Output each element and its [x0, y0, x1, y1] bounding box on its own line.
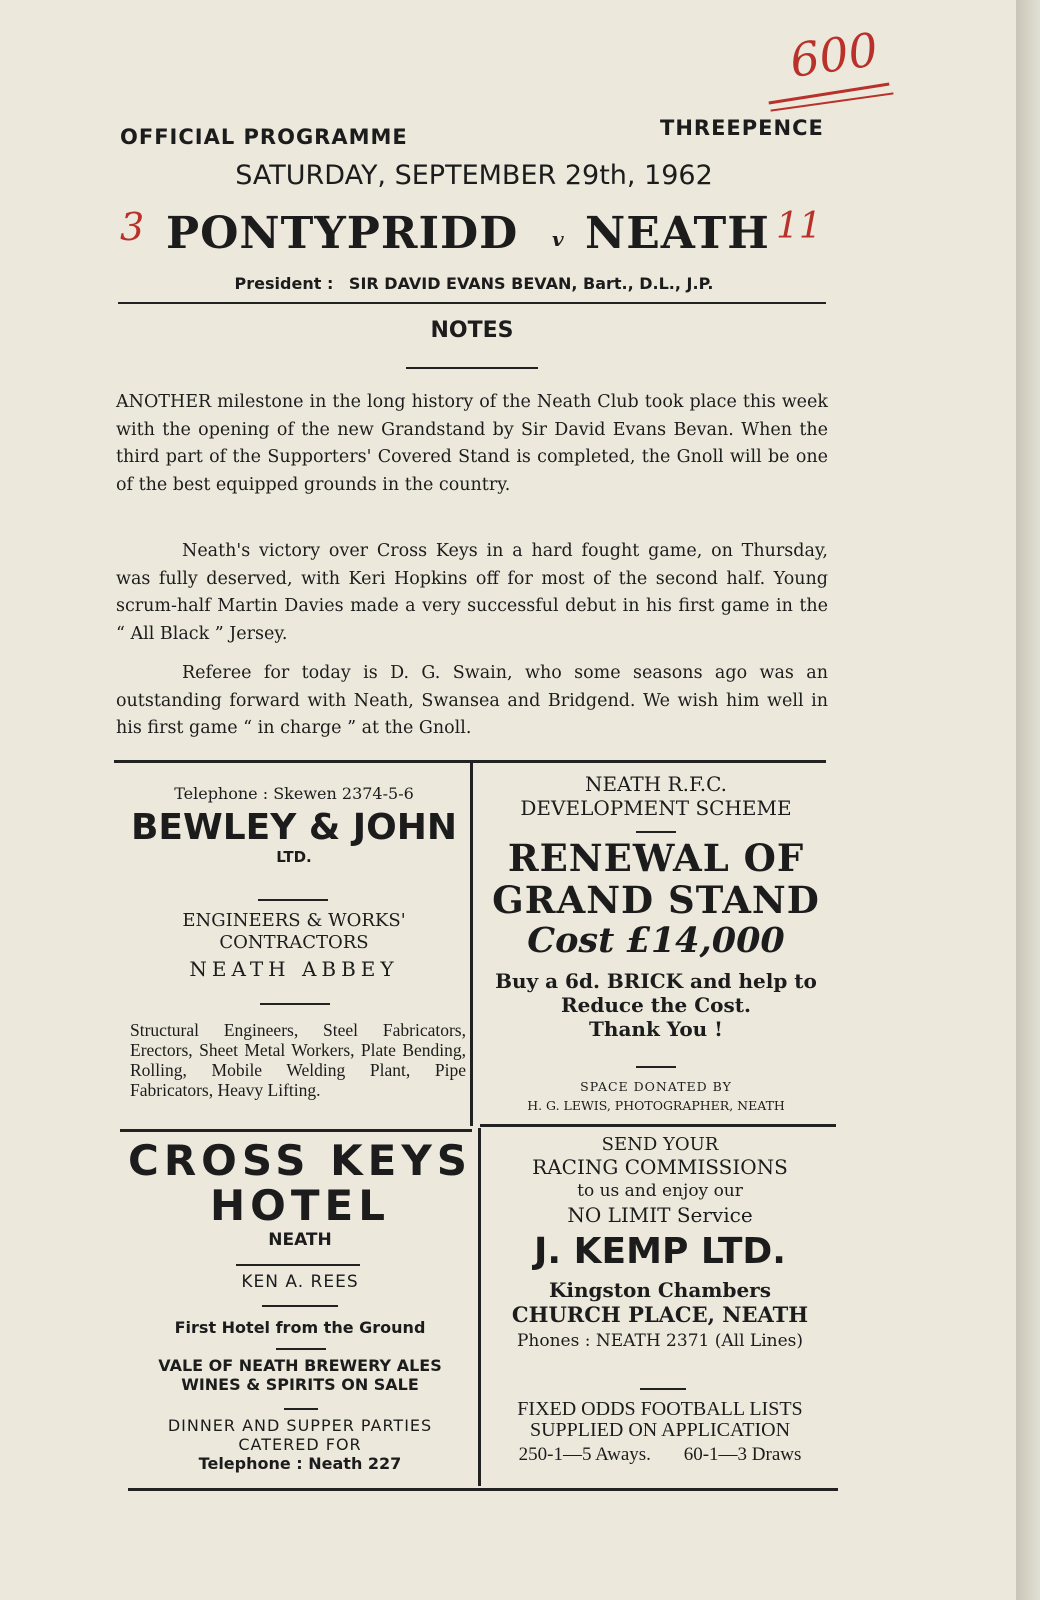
notes-underline [406, 367, 538, 369]
rfc-line-1: NEATH R.F.C. [584, 772, 728, 796]
official-programme-label: OFFICIAL PROGRAMME [120, 125, 408, 149]
ad-kemp-fixed-odds [484, 1398, 836, 1466]
president-name: SIR DAVID EVANS BEVAN, Bart., D.L., J.P. [348, 274, 714, 293]
crosskeys-divider-1 [236, 1264, 360, 1266]
versus-mark: v [552, 227, 564, 251]
rfc-head-2: GRAND STAND [492, 878, 820, 922]
ads-middle-rule-right [480, 1124, 836, 1127]
ad-crosskeys-ales [124, 1356, 476, 1394]
kemp-odds-row [484, 1444, 836, 1466]
rfc-donated: SPACE DONATED BY [580, 1079, 732, 1094]
ad-bewley-and-john [118, 784, 470, 866]
crosskeys-name-2: HOTEL [210, 1181, 390, 1230]
home-team: PONTYPRIDD [166, 208, 519, 259]
kemp-divider [640, 1388, 686, 1390]
bewley-divider-1 [258, 899, 328, 901]
crosskeys-ales-1: VALE OF NEATH BREWERY ALES [158, 1356, 442, 1375]
notes-paragraph-2: Neath's victory over Cross Keys in a hard fought game, on Thursday, was fully deserved, with Keri Hopkins off for most of the second half. Young scrum-half Martin Davies made a very successful debut in his first game in the “ All Black ” Jersey. [116, 541, 828, 644]
notes-paragraph-1: ANOTHER milestone in the long history of the Neath Club took place this week with the opening of the new Grandstand by Sir David Evans Bevan. When the third part of the Supporters' Covered Stand is completed, the Gnoll will be one of the best equipped grounds in the country. [116, 392, 828, 495]
ad-rfc-headline [480, 836, 832, 1041]
kemp-send-2: RACING COMMISSIONS [532, 1155, 788, 1179]
handwritten-price-mark: 600 [786, 22, 882, 88]
bewley-description: Structural Engineers, Steel Fabricators, Erectors, Sheet Metal Workers, Plate Bending, Rolling, Mobile Welding Plant, Pipe Fabricators, Heavy Lifting. [130, 1020, 466, 1100]
kemp-fixed-2: SUPPLIED ON APPLICATION [529, 1419, 791, 1441]
header-divider [118, 302, 826, 304]
crosskeys-dinner-2: CATERED FOR [238, 1435, 362, 1454]
match-date: SATURDAY, SEPTEMBER 29th, 1962 [235, 160, 713, 191]
kemp-send-3: to us and enjoy our [577, 1181, 743, 1201]
crosskeys-ales-2: WINES & SPIRITS ON SALE [181, 1375, 419, 1394]
crosskeys-telephone: Telephone : Neath 227 [198, 1454, 402, 1473]
kemp-address-1: Kingston Chambers [549, 1278, 771, 1302]
bewley-line-1: ENGINEERS & WORKS' [182, 910, 406, 931]
notes-heading: NOTES [430, 318, 514, 343]
paper-edge [1016, 0, 1040, 1600]
ad-rfc-credit [480, 1079, 832, 1113]
crosskeys-divider-4 [284, 1408, 318, 1410]
president-label: President : [234, 274, 334, 293]
crosskeys-dinner-1: DINNER AND SUPPER PARTIES [167, 1416, 433, 1435]
ad-bewley-trade [118, 910, 470, 981]
ad-crosskeys-details [124, 1272, 476, 1292]
bewley-line-2: CONTRACTORS [219, 932, 369, 953]
ad-neath-rfc [480, 772, 832, 820]
kemp-name: J. KEMP LTD. [534, 1231, 786, 1272]
ad-cross-keys-hotel [124, 1136, 476, 1250]
handwritten-away-score: 11 [776, 206, 822, 247]
ads-center-rule [470, 762, 473, 1126]
away-team: NEATH [585, 208, 770, 259]
ad-crosskeys-dinner [124, 1416, 476, 1473]
ads-center-rule-lower [478, 1128, 481, 1486]
handwritten-home-score: 3 [120, 205, 145, 249]
ad-j-kemp [484, 1134, 836, 1351]
rfc-head-1: RENEWAL OF [507, 836, 805, 880]
rfc-donor: H. G. LEWIS, PHOTOGRAPHER, NEATH [527, 1098, 785, 1113]
crosskeys-first: First Hotel from the Ground [174, 1318, 426, 1337]
kemp-odds-aways: 250-1—5 Aways. [518, 1444, 651, 1465]
crosskeys-divider-3 [276, 1348, 326, 1350]
ads-middle-rule-left [120, 1129, 472, 1132]
rfc-thanks: Thank You ! [589, 1017, 723, 1041]
bewley-name: BEWLEY & JOHN [130, 807, 458, 848]
handwritten-underline [770, 92, 893, 111]
kemp-address-2: CHURCH PLACE, NEATH [511, 1302, 809, 1327]
kemp-odds-draws: 60-1—3 Draws [683, 1444, 802, 1465]
ads-bottom-rule [128, 1488, 838, 1491]
crosskeys-proprietor: KEN A. REES [241, 1272, 359, 1292]
president-line [120, 274, 828, 293]
rfc-buy-1: Buy a 6d. BRICK and help to [495, 969, 817, 993]
bewley-ltd: LTD. [276, 848, 312, 866]
crosskeys-divider-2 [262, 1305, 338, 1307]
kemp-send-4: NO LIMIT Service [567, 1203, 753, 1227]
kemp-send-1: SEND YOUR [601, 1134, 719, 1155]
ad-crosskeys-tagline [124, 1318, 476, 1337]
rfc-divider-2 [636, 1066, 676, 1068]
kemp-fixed-1: FIXED ODDS FOOTBALL LISTS [517, 1398, 803, 1420]
crosskeys-name-1: CROSS KEYS [128, 1136, 472, 1185]
rfc-cost: Cost £14,000 [527, 920, 785, 961]
rfc-divider-1 [636, 831, 676, 833]
price-label: THREEPENCE [660, 116, 824, 140]
bewley-place: NEATH ABBEY [189, 957, 399, 981]
crosskeys-town: NEATH [268, 1230, 332, 1250]
rfc-line-2: DEVELOPMENT SCHEME [520, 796, 792, 820]
rfc-buy-2: Reduce the Cost. [561, 993, 751, 1017]
notes-paragraph-3: Referee for today is D. G. Swain, who some seasons ago was an outstanding forward with Neath, Swansea and Bridgend. We wish him well in his first game “ in charge ” at the Gnoll. [116, 663, 828, 738]
bewley-telephone: Telephone : Skewen 2374-5-6 [174, 784, 414, 803]
kemp-phones: Phones : NEATH 2371 (All Lines) [516, 1331, 804, 1351]
bewley-divider-2 [260, 1003, 330, 1005]
